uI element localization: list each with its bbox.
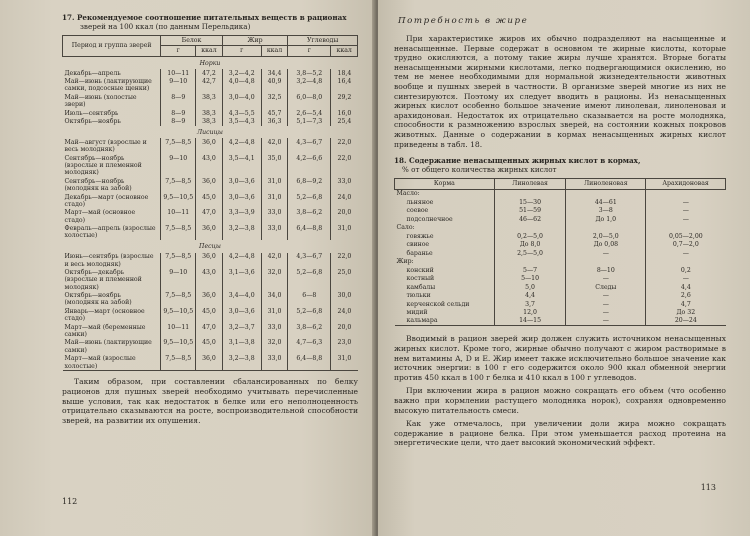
table-row — [395, 198, 726, 206]
table-18 — [394, 178, 726, 326]
cell-value: 9,5—10,5 — [161, 193, 196, 209]
cell-value: 23,0 — [331, 339, 358, 355]
cell-value: 45,0 — [196, 339, 223, 355]
cell-value: 47,0 — [196, 323, 223, 339]
group-row — [63, 240, 358, 252]
cell-value: 32,5 — [261, 93, 288, 109]
cell-value: — — [566, 249, 646, 257]
cell-value: 4,2—6,6 — [288, 154, 331, 177]
table-row — [395, 308, 726, 316]
cell-value: 4,2—4,8 — [222, 253, 261, 269]
cell-value: 20,0 — [331, 209, 358, 225]
cell-value: 29,2 — [331, 93, 358, 109]
empty-cell — [494, 257, 566, 265]
col-protein-g: г — [161, 46, 196, 56]
category-label: Сало: — [396, 224, 415, 232]
cell-value: 6,8—9,2 — [288, 177, 331, 193]
cell-value: До 8,0 — [494, 241, 566, 249]
cell-value: 25,4 — [331, 118, 358, 126]
cell-value: 4,3—6,7 — [288, 253, 331, 269]
cell-value: 36,0 — [196, 225, 223, 241]
cell-value: 24,0 — [331, 193, 358, 209]
feed-name: тюльки — [406, 292, 431, 300]
cell-value: 18,4 — [331, 69, 358, 77]
cell-value: 4,7 — [646, 300, 726, 308]
table-row — [63, 225, 358, 241]
cell-value: 3,0—3,6 — [222, 307, 261, 323]
cell-value: 10—11 — [161, 69, 196, 77]
cell-value: 3,8—5,2 — [288, 69, 331, 77]
row-label: Октябрь—декабрь (взрослые и племенной молодняк) — [64, 269, 142, 291]
cell-value: 5—10 — [494, 274, 566, 282]
cell-value: — — [646, 198, 726, 206]
cell-value: 5,0 — [494, 283, 566, 291]
table-row — [63, 118, 358, 126]
cell-value: 31,0 — [261, 177, 288, 193]
empty-cell — [646, 189, 726, 198]
cell-value: — — [646, 274, 726, 282]
cell-value: 31,0 — [261, 307, 288, 323]
row-label: Декабрь—март (основное стадо) — [64, 193, 149, 208]
category-row — [395, 189, 726, 198]
table-row — [395, 215, 726, 223]
cell-value: 42,0 — [261, 138, 288, 154]
empty-cell — [566, 257, 646, 265]
cell-value: 3,2—3,7 — [222, 323, 261, 339]
table-row — [63, 138, 358, 154]
paragraph: При характеристике жиров их обычно подразделяют на насыщенные и ненасыщенные. Первые содержат в основном те жирные кислоты, которые трудно окисляются, а потому такие жиры лучше хранятся. Вторые богаты ненасыщенными жирными кислотами, легко подвергающимися окислению, но тем не менее необходимыми для нормальной жизнедеятельности животных вообще и пушных зверей в частности. В организме зверей многие из них не синтезируются. Поэтому их следует вводить в рационы. Из ненасыщенных жирных кислот особенно большое значение имеют линолевая, линоленовая и арахидоновая. Недостаток их отрицательно сказывается на росте молодняка, способности к размножению взрослых зверей, на состоянии кожных покровов животных. Данные о содержании в кормах ненасыщенных жирных кислот приведены в табл. 18. — [394, 34, 726, 149]
table-row — [395, 241, 726, 249]
table-row — [63, 154, 358, 177]
table-row — [63, 339, 358, 355]
cell-value: До 0,08 — [566, 241, 646, 249]
cell-value: 3,1—3,6 — [222, 268, 261, 291]
page-number-left: 112 — [62, 497, 78, 506]
cell-value: 16,4 — [331, 78, 358, 94]
cell-value: 36,0 — [196, 292, 223, 308]
cell-value: Следы — [566, 283, 646, 291]
col-fat-kcal: ккал — [261, 46, 288, 56]
cell-value: 6,0—8,0 — [288, 93, 331, 109]
row-label: Март—май (беременные самки) — [64, 323, 146, 338]
cell-value: 5,1—7,3 — [288, 118, 331, 126]
cell-value: 30,0 — [331, 292, 358, 308]
empty-cell — [494, 224, 566, 232]
cell-value: 4,7—6,3 — [288, 339, 331, 355]
cell-value: — — [566, 317, 646, 326]
cell-value: До 1,0 — [566, 215, 646, 223]
cell-value: 42,7 — [196, 78, 223, 94]
category-row — [395, 257, 726, 265]
cell-value: — — [646, 249, 726, 257]
cell-value: 36,3 — [261, 118, 288, 126]
table-row — [395, 232, 726, 240]
cell-value: 7,5—8,5 — [161, 253, 196, 269]
cell-value: 32,0 — [261, 268, 288, 291]
row-label: Март—май (взрослые холостые) — [63, 355, 161, 371]
cell-value: 10—11 — [161, 323, 196, 339]
feed-name: говяжье — [406, 232, 434, 240]
cell-value: 3,5—4,3 — [222, 118, 261, 126]
row-label: Май—июнь (лактирующие самки) — [64, 339, 152, 354]
cell-value: 15—30 — [494, 198, 566, 206]
feed-name: соевое — [406, 207, 429, 215]
col-carbs-g: г — [288, 46, 331, 56]
table-17-subtitle: зверей на 100 ккал (по данным Перельдика) — [80, 21, 251, 31]
table-17-caption — [62, 14, 362, 31]
cell-value: 3,2—3,8 — [222, 225, 261, 241]
cell-value: 0,2—5,0 — [494, 232, 566, 240]
table-row — [63, 355, 358, 371]
cell-value: 22,0 — [331, 154, 358, 177]
group-row — [63, 126, 358, 138]
paragraph: Как уже отмечалось, при увеличении доли жира можно сокращать содержание в рационе белка. При этом уменьшается расход протеина на энергетические цели, что дает высокий экономический эффект. — [394, 419, 726, 448]
cell-value: 34,0 — [261, 292, 288, 308]
cell-value: 4,4 — [646, 283, 726, 291]
table-18-subtitle: % от общего количества жирных кислот — [402, 164, 557, 174]
cell-value: — — [566, 274, 646, 282]
cell-value: 3,7 — [494, 300, 566, 308]
feed-name: баранье — [406, 249, 433, 257]
cell-value: 3,8—6,2 — [288, 209, 331, 225]
cell-value: 45,0 — [196, 307, 223, 323]
cell-value: 20,0 — [331, 323, 358, 339]
row-label: Сентябрь—ноябрь (молодняк на забой) — [64, 177, 132, 193]
cell-value: 9—10 — [161, 268, 196, 291]
cell-value: 46—62 — [494, 215, 566, 223]
table-row — [63, 307, 358, 323]
row-label: Декабрь—апрель — [64, 69, 121, 77]
table-row — [395, 291, 726, 299]
cell-value: 3,2—4,2 — [222, 69, 261, 77]
cell-value: До 32 — [646, 308, 726, 316]
cell-value: 2,5—5,0 — [494, 249, 566, 257]
table-row — [63, 209, 358, 225]
cell-value: 10—11 — [161, 209, 196, 225]
cell-value: 24,0 — [331, 307, 358, 323]
row-label: Май—август (взрослые и весь молодняк) — [64, 138, 147, 154]
cell-value: — — [646, 215, 726, 223]
cell-value: 4,3—5,5 — [222, 109, 261, 117]
feed-name: кальмара — [395, 317, 495, 326]
table-row — [63, 93, 358, 109]
group-row — [63, 56, 358, 69]
cell-value: 7,5—8,5 — [161, 355, 196, 371]
table-row — [395, 317, 726, 326]
cell-value: 45,7 — [261, 109, 288, 117]
right-page — [378, 0, 750, 536]
table-row — [395, 249, 726, 257]
cell-value: 25,0 — [331, 268, 358, 291]
cell-value: 40,9 — [261, 78, 288, 94]
cell-value: 3,1—3,8 — [222, 339, 261, 355]
col-linoleic: Линолевая — [494, 179, 566, 189]
empty-cell — [566, 224, 646, 232]
cell-value: 3,0—3,6 — [222, 193, 261, 209]
cell-value: 4,2—4,8 — [222, 138, 261, 154]
cell-value: 36,0 — [196, 138, 223, 154]
cell-value: 43,0 — [196, 268, 223, 291]
paragraph: При включении жира в рацион можно сокращать его объем (что особенно важно при кормлении растущего молодняка норок), сохраняя одновременно высокую питательность смеси. — [394, 386, 726, 415]
feed-name: конский — [406, 266, 434, 274]
table-row — [63, 78, 358, 94]
col-carbs: Углеводы — [288, 36, 358, 46]
row-label: Март—май (основное стадо) — [64, 209, 136, 224]
table-row — [63, 292, 358, 308]
cell-value: 4,4 — [494, 291, 566, 299]
running-head: Потребность в жире — [398, 16, 529, 26]
cell-value: 33,0 — [261, 225, 288, 241]
cell-value: — — [566, 291, 646, 299]
col-protein: Белок — [161, 36, 222, 46]
cell-value: 7,5—8,5 — [161, 292, 196, 308]
cell-value: 0,2 — [646, 266, 726, 274]
cell-value: 9,5—10,5 — [161, 307, 196, 323]
row-label: Январь—март (основное стадо) — [64, 307, 145, 323]
cell-value: 36,0 — [196, 253, 223, 269]
table-row — [395, 266, 726, 274]
cell-value: 5,2—6,8 — [288, 307, 331, 323]
cell-value: 51—59 — [494, 207, 566, 215]
table-18-title: 18. Содержание ненасыщенных жирных кислот в кормах, — [394, 156, 641, 166]
cell-value: 7,5—8,5 — [161, 177, 196, 193]
table-18-body — [395, 189, 726, 326]
row-label: Февраль—апрель (взрослые холостые) — [64, 225, 156, 240]
cell-value: 5,2—6,8 — [288, 193, 331, 209]
cell-value: — — [646, 207, 726, 215]
cell-value: 22,0 — [331, 253, 358, 269]
table-row — [63, 109, 358, 117]
cell-value: 38,3 — [196, 118, 223, 126]
table-row — [63, 323, 358, 339]
feed-name: подсолнечное — [406, 215, 453, 223]
cell-value: 31,0 — [331, 355, 358, 371]
table-row — [63, 268, 358, 291]
cell-value: 5,2—6,8 — [288, 268, 331, 291]
cell-value: 8—9 — [161, 93, 196, 109]
cell-value: 36,0 — [196, 177, 223, 193]
col-protein-kcal: ккал — [196, 46, 223, 56]
cell-value: 9—10 — [161, 154, 196, 177]
cell-value: 12,0 — [494, 308, 566, 316]
col-feed: Корма — [395, 179, 495, 189]
cell-value: — — [566, 300, 646, 308]
cell-value: 8—9 — [161, 109, 196, 117]
cell-value: 38,3 — [196, 93, 223, 109]
right-text — [394, 34, 726, 149]
row-label: Сентябрь—ноябрь (взрослые и племенной молодняк) — [64, 154, 142, 177]
cell-value: 8—10 — [566, 266, 646, 274]
cell-value: 38,3 — [196, 109, 223, 117]
col-fat: Жир — [222, 36, 288, 46]
cell-value: 20—24 — [646, 317, 726, 326]
table-row — [395, 207, 726, 215]
cell-value: — — [566, 308, 646, 316]
cell-value: 3,0—4,0 — [222, 93, 261, 109]
paragraph: Вводимый в рацион зверей жир должен служить источником ненасыщенных жирных кислот. Кроме того, жирные обычно получают с жиром растворимые в нем витамины A, D и E. Жир имеет также исключительно большое значение как источник энергии: в 100 г его содержится около 900 ккал обменной энергии против 450 ккал в 100 г белка и 410 ккал в 100 г углеводов. — [394, 334, 726, 382]
row-label: Октябрь—ноябрь — [64, 118, 121, 126]
cell-value: 9,5—10,5 — [161, 339, 196, 355]
cell-value: 31,0 — [261, 193, 288, 209]
row-label: Июль—сентябрь — [64, 109, 119, 117]
table-17-body — [63, 56, 358, 371]
left-text — [62, 377, 358, 425]
group-label: Норки — [199, 59, 221, 67]
col-period: Период и группа зверей — [63, 36, 161, 57]
empty-cell — [566, 189, 646, 198]
cell-value: 34,4 — [261, 69, 288, 77]
cell-value: 14—15 — [494, 317, 566, 326]
cell-value: 2,0—5,0 — [566, 232, 646, 240]
cell-value: 3,5—4,1 — [222, 154, 261, 177]
cell-value: 32,0 — [261, 339, 288, 355]
cell-value: 35,0 — [261, 154, 288, 177]
cell-value: 36,0 — [196, 355, 223, 371]
category-label: Масло: — [396, 190, 420, 198]
group-label: Песцы — [199, 243, 221, 251]
cell-value: 33,0 — [261, 355, 288, 371]
cell-value: 6,4—8,8 — [288, 355, 331, 371]
cell-value: 22,0 — [331, 138, 358, 154]
cell-value: 3,0—3,6 — [222, 177, 261, 193]
cell-value: 2,6 — [646, 291, 726, 299]
cell-value: 0,7—2,0 — [646, 241, 726, 249]
table-row — [63, 69, 358, 77]
table-row — [63, 193, 358, 209]
cell-value: 3,3—3,9 — [222, 209, 261, 225]
cell-value: 0,05—2,00 — [646, 232, 726, 240]
cell-value: 4,0—4,8 — [222, 78, 261, 94]
table-17 — [62, 35, 358, 371]
col-fat-g: г — [222, 46, 261, 56]
col-arachidonic: Арахидоновая — [646, 179, 726, 189]
cell-value: 3—8 — [566, 207, 646, 215]
page-number-right: 113 — [700, 483, 716, 492]
table-18-wrap — [394, 157, 726, 326]
cell-value: 45,0 — [196, 193, 223, 209]
cell-value: 5—7 — [494, 266, 566, 274]
empty-cell — [646, 257, 726, 265]
col-carbs-kcal: ккал — [331, 46, 358, 56]
cell-value: 42,0 — [261, 253, 288, 269]
cell-value: 9—10 — [161, 78, 196, 94]
cell-value: 33,0 — [261, 323, 288, 339]
cell-value: 3,8—6,2 — [288, 323, 331, 339]
table-row — [395, 283, 726, 291]
table-row — [63, 253, 358, 269]
cell-value: 3,4—4,0 — [222, 292, 261, 308]
right-text-lower — [394, 334, 726, 448]
paragraph: Таким образом, при составлении сбалансированных по белку рационов для пушных зверей необходимо учитывать перечисленные выше условия, так как недостаток в белке или его неполноценность отрицательно сказываются на росте, воспроизводительной способности зверей, на развитии их опушения. — [62, 377, 358, 425]
cell-value: 31,0 — [331, 225, 358, 241]
table-17-title: 17. Рекомендуемое соотношение питательных веществ в рационах — [62, 13, 347, 22]
cell-value: 3,2—4,8 — [288, 78, 331, 94]
cell-value: 6,4—8,8 — [288, 225, 331, 241]
row-label: Май—июнь (лактирующие самки, подсосные щенки) — [64, 78, 152, 93]
cell-value: 4,3—6,7 — [288, 138, 331, 154]
row-label: Октябрь—ноябрь (молодняк на забой) — [64, 292, 132, 307]
feed-name: керченской сельди — [406, 300, 470, 308]
table-row — [63, 177, 358, 193]
cell-value: 7,5—8,5 — [161, 138, 196, 154]
table-row — [395, 300, 726, 308]
cell-value: 43,0 — [196, 154, 223, 177]
group-label: Лисицы — [197, 129, 223, 137]
cell-value: 33,0 — [261, 209, 288, 225]
cell-value: 2,6—5,4 — [288, 109, 331, 117]
feed-name: свиное — [406, 241, 430, 249]
cell-value: 44—61 — [566, 198, 646, 206]
feed-name: мидий — [406, 308, 428, 316]
cell-value: 47,2 — [196, 69, 223, 77]
cell-value: 6—8 — [288, 292, 331, 308]
feed-name: костный — [406, 275, 435, 283]
cell-value: 47,0 — [196, 209, 223, 225]
empty-cell — [494, 189, 566, 198]
feed-name: камбалы — [406, 283, 436, 291]
category-row — [395, 224, 726, 232]
empty-cell — [646, 224, 726, 232]
table-row — [395, 274, 726, 282]
category-label: Жир: — [396, 258, 414, 266]
cell-value: 7,5—8,5 — [161, 225, 196, 241]
cell-value: 3,2—3,8 — [222, 355, 261, 371]
feed-name: льняное — [406, 198, 434, 206]
table-18-caption — [394, 157, 726, 174]
cell-value: 33,0 — [331, 177, 358, 193]
row-label: Май—июнь (холостые звери) — [64, 93, 137, 109]
cell-value: 16,0 — [331, 109, 358, 117]
cell-value: 8—9 — [161, 118, 196, 126]
row-label: Июнь—сентябрь (взрослые и весь молодняк) — [64, 253, 154, 268]
col-linolenic: Линоленовая — [566, 179, 646, 189]
